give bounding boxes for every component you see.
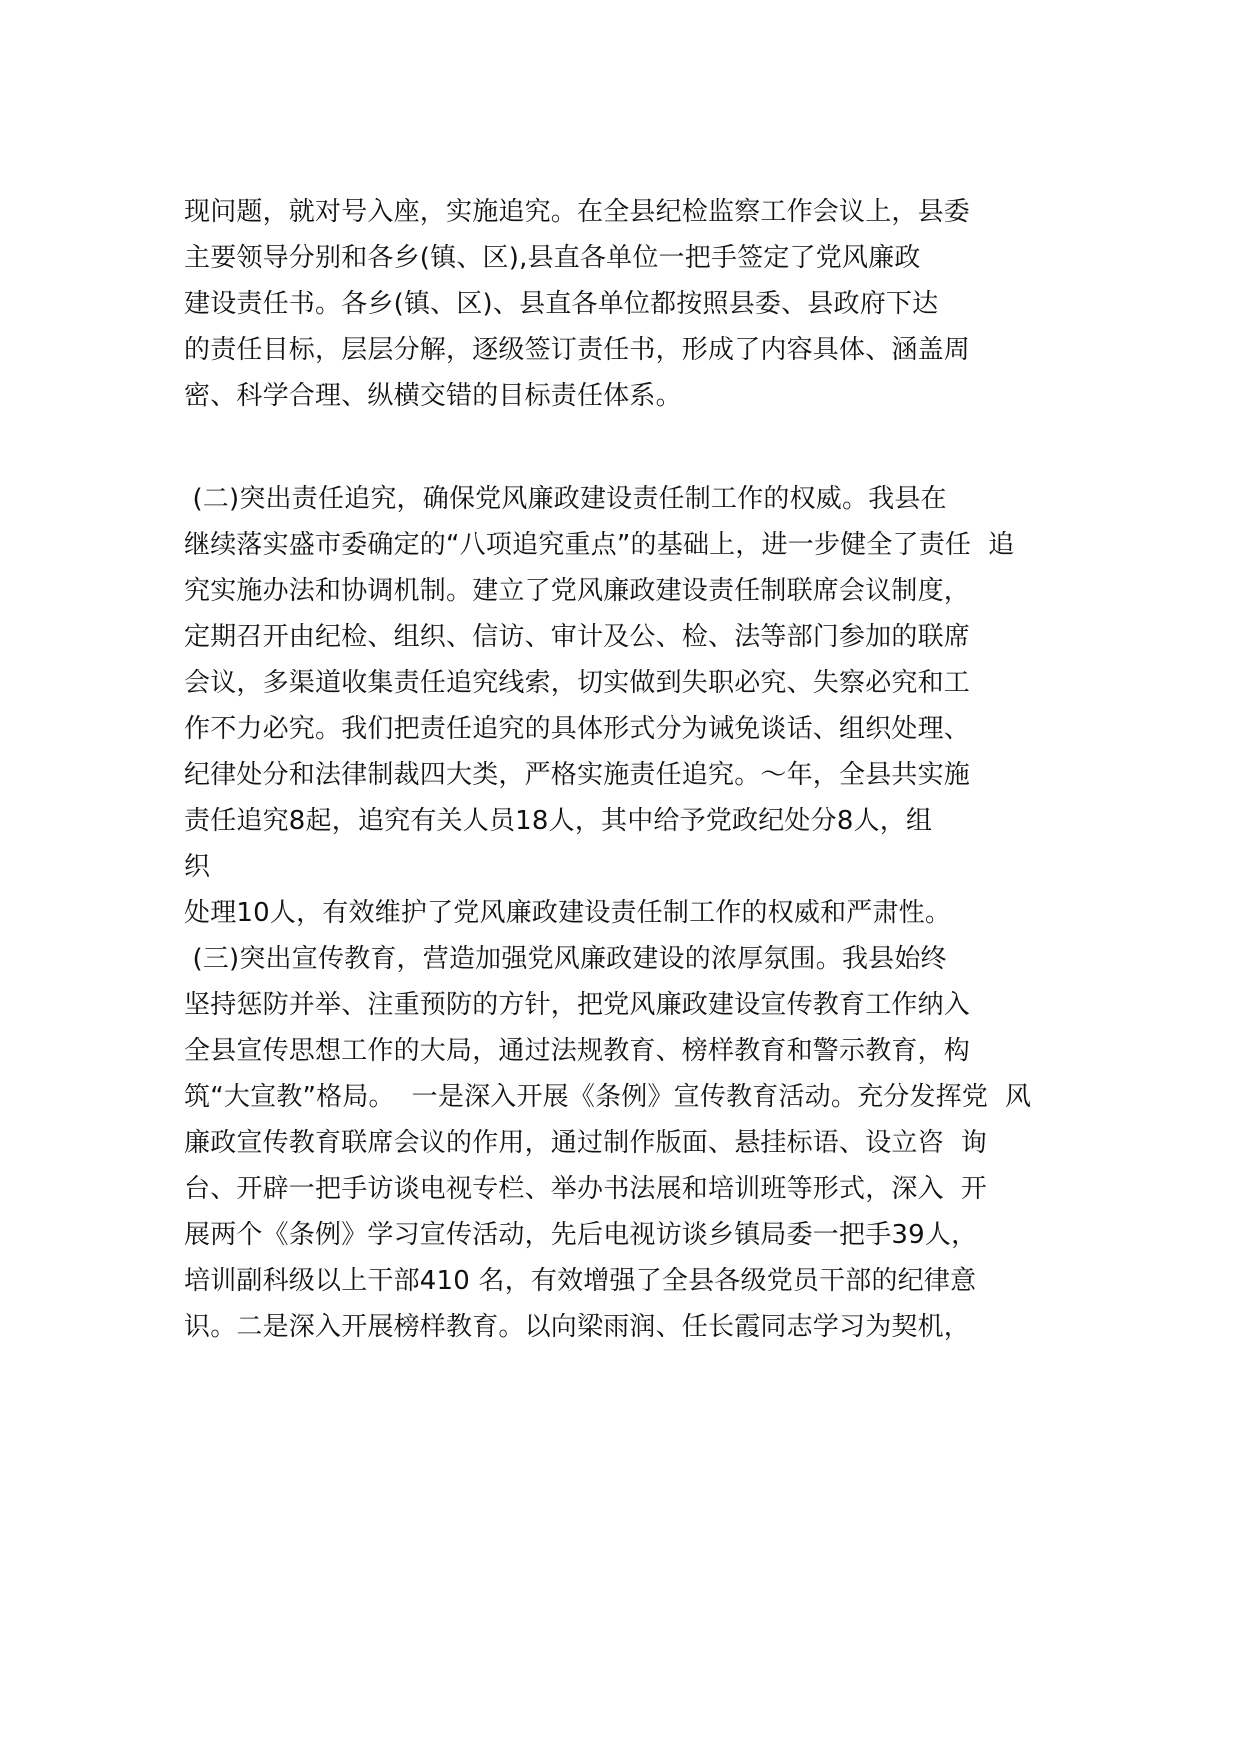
text-line: 现问题，就对号入座，实施追究。在全县纪检监察工作会议上，县委 [184,197,971,227]
text-line: 纪律处分和法律制裁四大类，严格实施责任追究。～年，全县共实施 [184,760,971,790]
text-line: 坚持惩防并举、注重预防的方针，把党风廉政建设宣传教育工作纳入 [184,990,971,1020]
text-line: 廉政宣传教育联席会议的作用，通过制作版面、悬挂标语、设立咨 询 [184,1128,987,1158]
text-line: 责任追究8起，追究有关人员18人，其中给予党政纪处分8人，组 [184,806,933,836]
text-line: 究实施办法和协调机制。建立了党风廉政建设责任制联席会议制度， [184,576,971,606]
text-line: 作不力必究。我们把责任追究的具体形式分为诫免谈话、组织处理、 [184,714,971,744]
text-line: 织 [184,852,211,882]
text-line: 筑“大宣教”格局。 一是深入开展《条例》宣传教育活动。充分发挥党 风 [184,1082,1032,1112]
text-line: 继续落实盛市委确定的“八项追究重点”的基础上，进一步健全了责任 追 [184,530,1015,560]
text-line: 展两个《条例》学习宣传活动，先后电视访谈乡镇局委一把手39人， [184,1220,978,1250]
text-line: 处理10人，有效维护了党风廉政建设责任制工作的权威和严肃性。 [184,898,952,928]
text-line: 密、科学合理、纵横交错的目标责任体系。 [184,381,682,411]
section-heading-line: (二)突出责任追究，确保党风廉政建设责任制工作的权威。我县在 [184,484,947,514]
text-line: 培训副科级以上干部410 名，有效增强了全县各级党员干部的纪律意 [184,1266,977,1296]
text-line: 识。二是深入开展榜样教育。以向梁雨润、任长霞同志学习为契机， [184,1312,971,1342]
text-line: 定期召开由纪检、组织、信访、审计及公、检、法等部门参加的联席 [184,622,971,652]
text-line: 会议，多渠道收集责任追究线索，切实做到失职必究、失察必究和工 [184,668,971,698]
section-heading-line: (三)突出宣传教育，营造加强党风廉政建设的浓厚氛围。我县始终 [184,944,947,974]
text-line: 主要领导分别和各乡(镇、区),县直各单位一把手签定了党风廉政 [184,243,921,273]
text-line: 台、开辟一把手访谈电视专栏、举办书法展和培训班等形式，深入 开 [184,1174,987,1204]
text-line: 建设责任书。各乡(镇、区)、县直各单位都按照县委、县政府下达 [184,289,939,319]
text-line: 全县宣传思想工作的大局，通过法规教育、榜样教育和警示教育，构 [184,1036,971,1066]
text-line: 的责任目标，层层分解，逐级签订责任书，形成了内容具体、涵盖周 [184,335,971,365]
